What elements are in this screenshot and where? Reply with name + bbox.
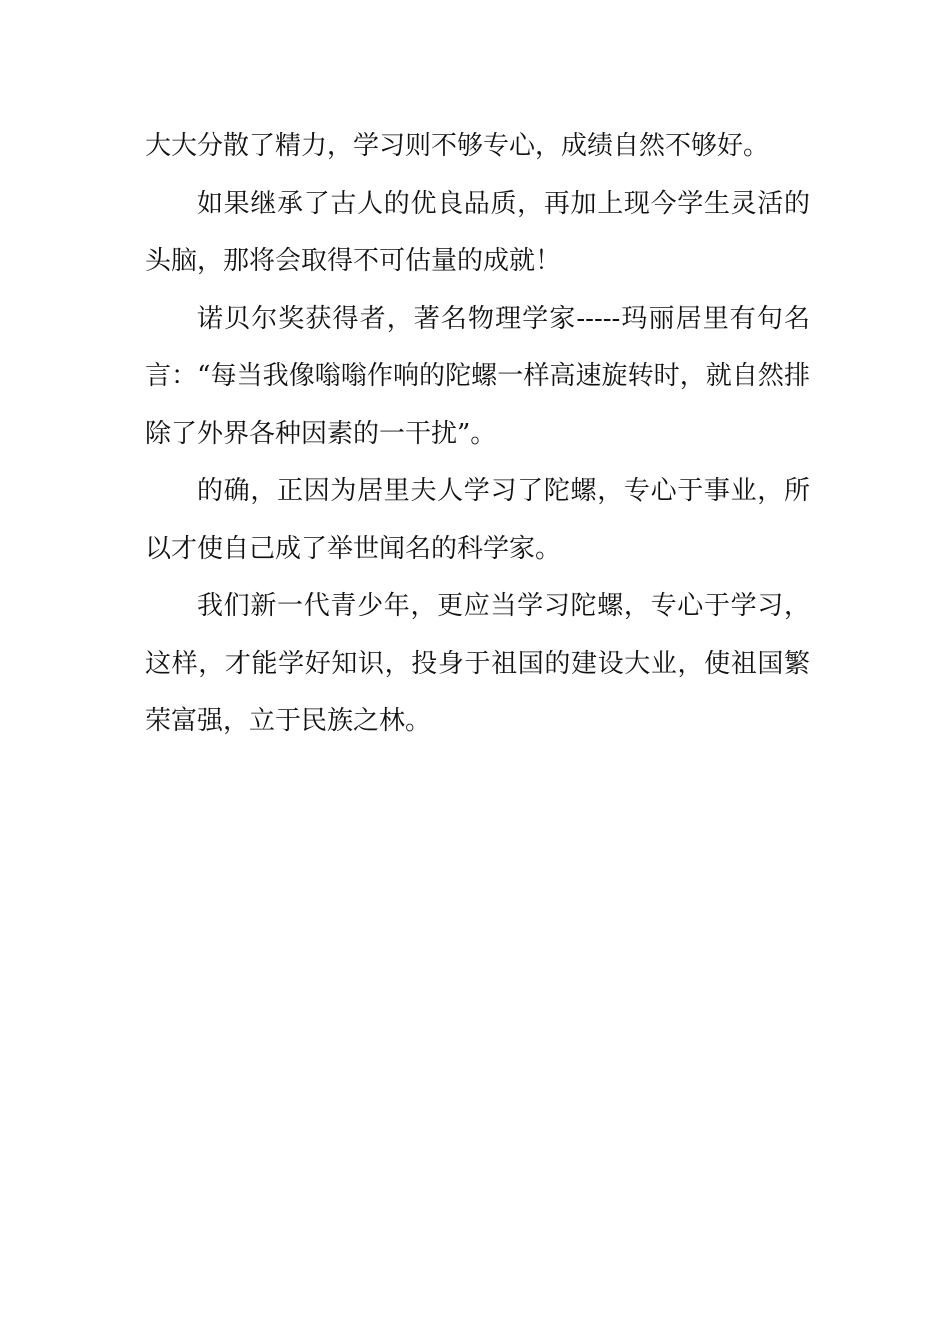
paragraph-3: 诺贝尔奖获得者，著名物理学家-----玛丽居里有句名言：“每当我像嗡嗡作响的陀螺一样高速旋转时，就自然排除了外界各种因素的一干扰”。 — [145, 303, 810, 449]
paragraph-1: 大大分散了精力，学习则不够专心，成绩自然不够好。 — [145, 131, 770, 161]
document-body — [145, 118, 810, 751]
paragraph-4: 的确，正因为居里夫人学习了陀螺，专心于事业，所以才使自己成了举世闻名的科学家。 — [145, 476, 810, 564]
paragraph-5: 我们新一代青少年，更应当学习陀螺，专心于学习，这样，才能学好知识，投身于祖国的建设大业，使祖国繁荣富强，立于民族之林。 — [145, 591, 810, 736]
paragraph-2: 如果继承了古人的优良品质，再加上现今学生灵活的头脑，那将会取得不可估量的成就！ — [145, 188, 810, 276]
